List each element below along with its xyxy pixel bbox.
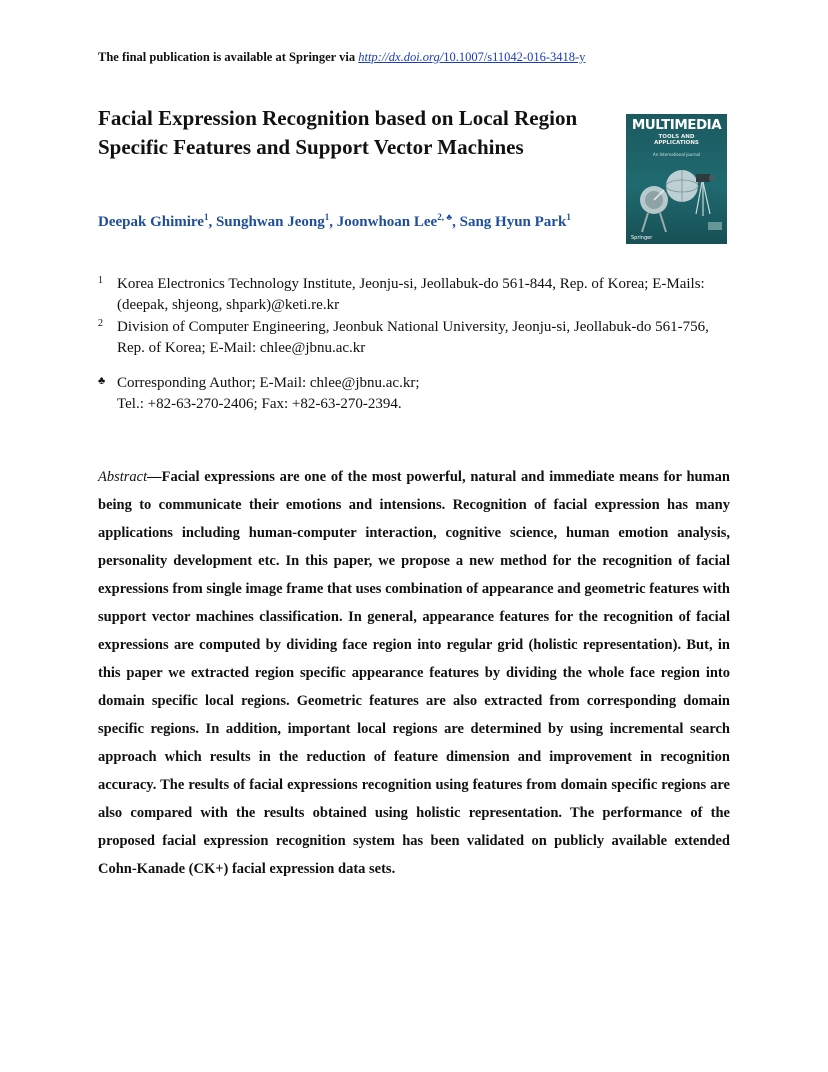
affiliation-2 — [98, 317, 738, 359]
author-affiliation-mark: 1 — [566, 212, 571, 222]
affiliation-text: Korea Electronics Technology Institute, Jeonju-si, Jeollabuk-do 561-844, Rep. of Korea; E-Mails: (deepak, shjeong, shpark)@keti.re.kr — [117, 276, 705, 313]
author-affiliation-mark: 1 — [203, 212, 209, 222]
author-affiliation-mark: 2, ♣ — [437, 212, 453, 222]
publication-note — [98, 50, 585, 65]
affiliation-1 — [98, 274, 738, 316]
affiliation-text: Division of Computer Engineering, Jeonbuk National University, Jeonju-si, Jeollabuk-do 561-756, Rep. of Korea; E-Mail: chlee@jbnu.ac.kr — [117, 319, 709, 356]
corresponding-email: Corresponding Author; E-Mail: chlee@jbnu.ac.kr; — [117, 375, 420, 391]
journal-cover-subtitle-line2: APPLICATIONS — [654, 140, 699, 146]
corresponding-phone: Tel.: +82-63-270-2406; Fax: +82-63-270-2394. — [117, 396, 402, 412]
doi-number[interactable]: 10.1007/s11042-016-3418-y — [443, 50, 586, 64]
abstract-label: Abstract — [98, 469, 148, 485]
journal-cover-image — [626, 114, 727, 244]
paper-title: Facial Expression Recognition based on Local Region Specific Features and Support Vector Machines — [98, 106, 578, 159]
abstract-text: Facial expressions are one of the most powerful, natural and immediate means for human being to communicate their emotions and intensions. Recognition of facial expression has many applications including human-computer interaction, cognitive science, human emotion analysis, personality development etc. In this paper, we propose a new method for the recognition of facial expressions from single image frame that uses combination of appearance and geometric features with support vector machines classification. In general, appearance features for the recognition of facial expressions are computed by dividing face region into regular grid (holistic representation). But, in this paper we extracted region specific appearance features by dividing the whole face region into domain specific local regions. Geometric features are also extracted from corresponding domain specific regions. In addition, important local regions are determined by using incremental search approach which results in the reduction of feature dimension and improvement in recognition accuracy. The results of facial expressions recognition using features from domain specific regions are also compared with the results obtained using holistic representation. The performance of the proposed facial expression recognition system has been validated on publicly available extended Cohn-Kanade (CK+) facial expression data sets. — [98, 469, 730, 877]
affiliation-mark: 2 — [98, 318, 103, 329]
corresponding-mark: ♣ — [98, 375, 106, 387]
journal-cover-subtitle-line1: TOOLS AND — [658, 134, 695, 140]
journal-cover-artwork — [626, 114, 727, 244]
affiliation-mark: 1 — [98, 275, 103, 286]
corresponding-author — [98, 373, 738, 415]
doi-link[interactable]: http://dx.doi.org/ — [358, 50, 444, 64]
abstract — [98, 463, 730, 883]
author-name: Sunghwan Jeong — [215, 214, 325, 230]
journal-cover-title: MULTIMEDIA — [631, 117, 722, 133]
author-affiliation-mark: 1 — [324, 212, 330, 222]
author-name: Deepak Ghimire — [98, 214, 204, 230]
publication-note-prefix: The final publication is available at Springer via — [98, 50, 356, 64]
author-name: Joonwhoan Lee — [336, 214, 438, 230]
author-list: Deepak Ghimire$^1$, Sunghwan Jeong$^1$, Joonwhoan Lee$^{2, ♣}$, Sang Hyun Park$^1$ — [98, 212, 571, 230]
abstract-dash: — — [147, 469, 162, 485]
journal-cover-publisher: Springer — [631, 235, 653, 241]
author-name: Sang Hyun Park — [459, 214, 567, 230]
journal-cover-tagline: An International Journal — [652, 152, 701, 157]
